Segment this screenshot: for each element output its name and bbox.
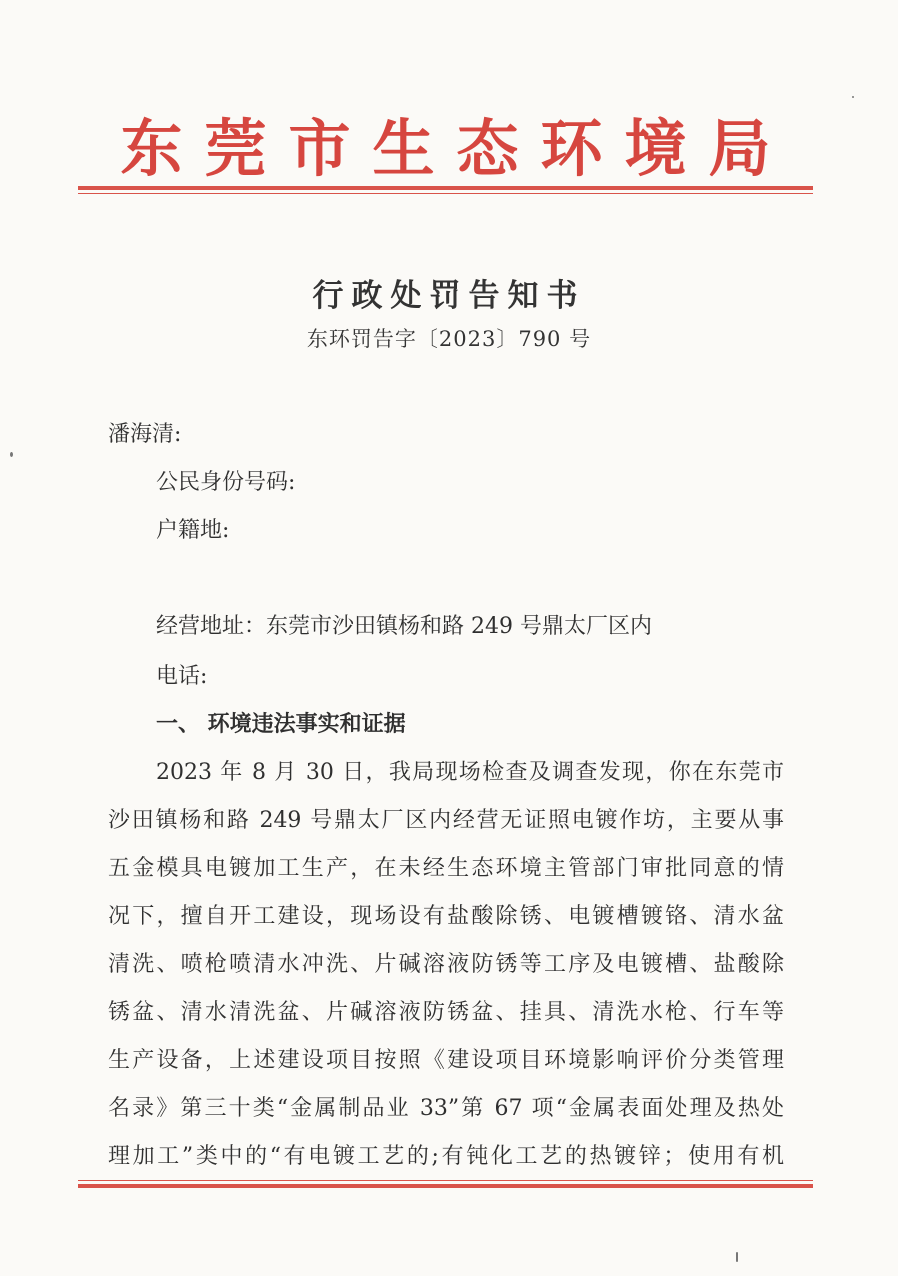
body-line: 沙田镇杨和路 249 号鼎太厂区内经营无证照电镀作坊，主要从事 (108, 808, 784, 833)
body-line: 五金模具电镀加工生产，在未经生态环境主管部门审批同意的情 (108, 856, 784, 881)
section-heading: 一、 环境违法事实和证据 (156, 712, 406, 737)
business-address: 经营地址：东莞市沙田镇杨和路 249 号鼎太厂区内 (156, 614, 652, 639)
id-number-label: 公民身份号码: (156, 470, 296, 495)
body-line: 清洗、喷枪喷清水冲洗、片碱溶液防锈等工序及电镀槽、盐酸除 (108, 952, 784, 977)
scan-speck (852, 96, 854, 98)
recipient-name: 潘海清: (108, 422, 182, 447)
footer-rule-thin (78, 1180, 813, 1181)
document-number: 东环罚告字〔2023〕790 号 (306, 327, 592, 351)
body-line: 生产设备，上述建设项目按照《建设项目环境影响评价分类管理 (108, 1048, 784, 1073)
header-rule-thin (78, 193, 813, 194)
header-rule-thick (78, 186, 813, 190)
body-line: 锈盆、清水清洗盆、片碱溶液防锈盆、挂具、清洗水枪、行车等 (108, 1000, 784, 1025)
document-title: 行政处罚告知书 (312, 278, 586, 314)
body-line: 况下，擅自开工建设，现场设有盐酸除锈、电镀槽镀铬、清水盆 (108, 904, 784, 929)
scan-speck (736, 1252, 738, 1262)
domicile-label: 户籍地: (156, 518, 230, 543)
phone-label: 电话: (156, 664, 208, 689)
footer-red-rule (78, 1180, 813, 1188)
header-red-rule (78, 186, 813, 194)
body-line: 名录》第三十类“金属制品业 33”第 67 项“金属表面处理及热处 (108, 1096, 784, 1121)
body-line: 2023 年 8 月 30 日，我局现场检查及调查发现，你在东莞市 (156, 760, 784, 785)
scan-speck (10, 452, 13, 457)
body-line: 理加工”类中的“有电镀工艺的;有钝化工艺的热镀锌；使用有机 (108, 1144, 784, 1169)
footer-rule-thick (78, 1184, 813, 1188)
issuing-authority-title: 东莞市生态环境局 (120, 112, 793, 185)
